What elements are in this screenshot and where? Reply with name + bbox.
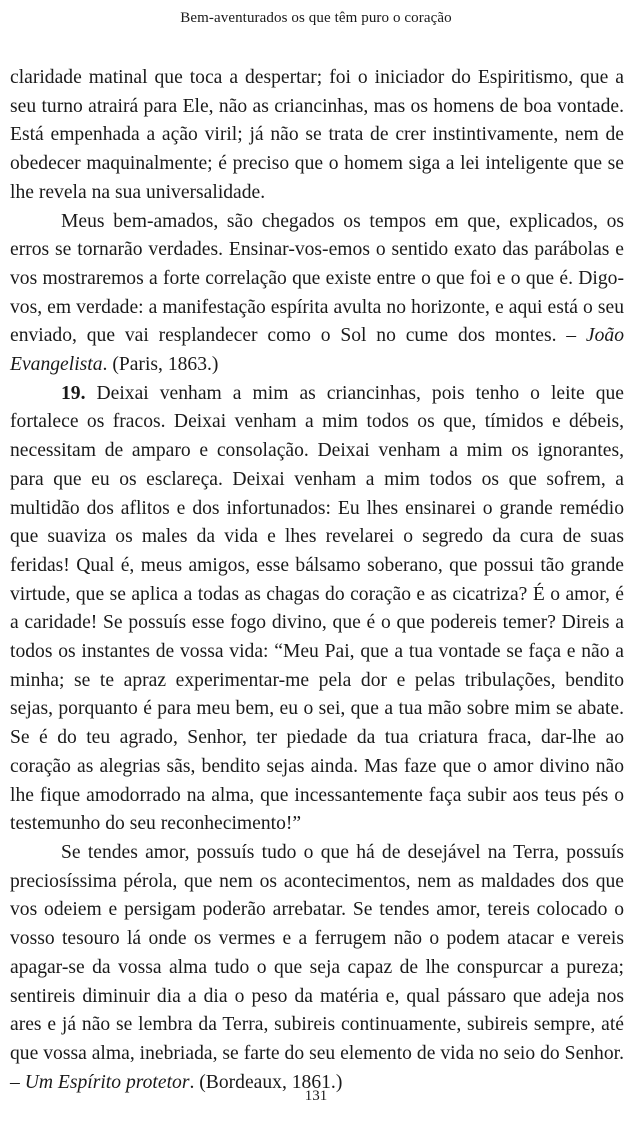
paragraph-text: Deixai venham a mim as criancinhas, pois tenho o leite que fortalece os fracos. Deixai venham a mim todos os que, tímidos e débeis, necessitam de amparo e consolação. Deixai venham a mim os ignorantes, para que eu os esclareça. Deixai venham a mim todos os que sofrem, a multidão dos aflitos e dos infortunados: Eu lhes ensinarei o grande remédio que suaviza os males da vida e lhes revelarei o segredo da cura de suas feridas! Qual é, meus amigos, esse bálsamo soberano, que possui tão grande virtude, que se aplica a todas as chagas do coração e as cicatriza? É o amor, é a caridade! Se possuís esse fogo divino, que é o que podereis temer? Direis a todos os instantes de vossa vida: “Meu Pai, que a tua vontade se faça e não a minha; se te apraz experimentar-me pela dor e pelas tribulações, bendito sejas, porquanto é para meu bem, eu o sei, que a tua mão sobre mim se abate. Se é do teu agrado, Senhor, ter piedade da tua criatura fraca, dar-lhe ao coração as alegrias sãs, bendito sejas ainda. Mas faze que o amor divino não lhe fique amodorrado na alma, que incessantemente faça subir aos teus pés o testemunho do seu reconhecimento!” (10, 382, 624, 835)
body-text (10, 64, 624, 1097)
paragraph-joao-evangelista (10, 208, 624, 380)
signature: João Evangelista (10, 325, 624, 376)
signature: Um Espírito protetor (24, 1071, 190, 1093)
paragraph-text: Se tendes amor, possuís tudo o que há de desejável na Terra, possuís preciosíssima pérola, que nem os acontecimentos, nem as maldades dos que vos odeiem e persigam poderão arrebatar. Se tendes amor, tereis colocado o vosso tesouro lá onde os vermes e a ferrugem não o podem atacar e vereis apagar-se da vossa alma tudo o que seja capaz de lhe conspurcar a pureza; sentireis diminuir dia a dia o peso da matéria e, qual pássaro que adeja nos ares e já não se lembra da Terra, subireis continuamente, subireis sempre, até que vossa alma, inebriada, se farte do seu elemento de vida no seio do Senhor. – (10, 841, 624, 1093)
paragraph-continuation (10, 64, 624, 208)
running-head: Bem-aventurados os que têm puro o coração (180, 10, 452, 26)
page-number: 131 (304, 1088, 328, 1104)
paragraph-text: claridade matinal que toca a despertar; foi o iniciador do Espiritismo, que a seu turno atrairá para Ele, não as criancinhas, mas os homens de boa vontade. Está empenhada a ação viril; já não se trata de crer instintivamente, nem de obedecer maquinalmente; é preciso que o homem siga a lei inteligente que se lhe revela na sua universalidade. (10, 67, 624, 203)
paragraph-item-19 (10, 380, 624, 839)
paragraph-espirito-protetor (10, 839, 624, 1097)
paragraph-text: Meus bem-amados, são chegados os tempos em que, explicados, os erros se tornarão verdades. Ensinar-vos-emos o sentido exato das parábolas e vos mostraremos a forte correlação que existe entre o que foi e o que é. Digo-vos, em verdade: a manifestação espírita avulta no horizonte, e aqui está o seu enviado, que vai resplandecer como o Sol no cume dos montes. – (10, 210, 624, 347)
source-note: . (Bordeaux, 1861.) (189, 1071, 343, 1093)
source-note: . (Paris, 1863.) (102, 354, 219, 376)
item-number: 19. (61, 382, 86, 404)
